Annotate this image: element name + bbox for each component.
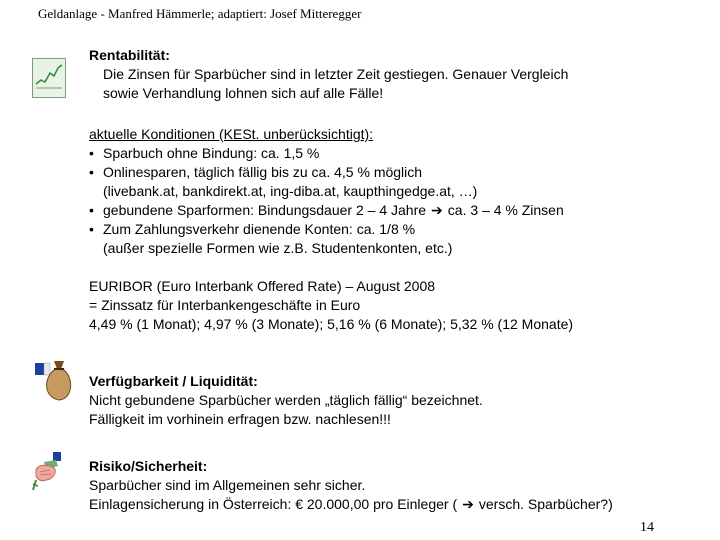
- arrow-right-icon: ➔: [431, 202, 443, 218]
- rentabilitaet-section: [89, 46, 709, 103]
- list-item: • Zum Zahlungsverkehr dienende Konten: ca. 1/8 %: [89, 221, 416, 237]
- rentabilitaet-line2: sowie Verhandlung lohnen sich auf alle Fälle!: [103, 85, 384, 101]
- hand-money-icon: [30, 452, 66, 494]
- rentabilitaet-title: Rentabilität:: [89, 47, 170, 63]
- list-item-continuation: (außer spezielle Formen wie z.B. Studentenkonten, etc.): [103, 240, 453, 256]
- list-item: • gebundene Sparformen: Bindungsdauer 2 – 4 Jahre ➔ ca. 3 – 4 % Zinsen: [89, 202, 564, 218]
- risiko-line2: Einlagensicherung in Österreich: € 20.000,00 pro Einleger ( ➔ versch. Sparbücher?): [89, 496, 613, 512]
- list-item: • Onlinesparen, täglich fällig bis zu ca. 4,5 % möglich: [89, 164, 423, 180]
- euribor-section: [89, 277, 709, 334]
- konditionen-section: [89, 125, 709, 258]
- risiko-line1: Sparbücher sind im Allgemeinen sehr sicher.: [89, 477, 366, 493]
- liquiditaet-section: [89, 372, 709, 429]
- konditionen-title: aktuelle Konditionen (KESt. unberücksichtigt):: [89, 126, 374, 142]
- euribor-line1: EURIBOR (Euro Interbank Offered Rate) – August 2008: [89, 278, 436, 294]
- header: Geldanlage - Manfred Hämmerle; adaptiert: Josef Mitteregger: [38, 6, 362, 21]
- page-number: 14: [640, 520, 654, 535]
- money-bag-icon: [34, 357, 76, 403]
- euribor-line3: 4,49 % (1 Monat); 4,97 % (3 Monate); 5,16 % (6 Monate); 5,32 % (12 Monate): [89, 316, 574, 332]
- rentabilitaet-line1: Die Zinsen für Sparbücher sind in letzter Zeit gestiegen. Genauer Vergleich: [103, 66, 569, 82]
- liquiditaet-title: Verfügbarkeit / Liquidität:: [89, 373, 258, 389]
- liquiditaet-line2: Fälligkeit im vorhinein erfragen bzw. nachlesen!!!: [89, 411, 391, 427]
- list-item-continuation: (livebank.at, bankdirekt.at, ing-diba.at, kaupthingedge.at, …): [103, 183, 478, 199]
- list-item: • Sparbuch ohne Bindung: ca. 1,5 %: [89, 145, 320, 161]
- euribor-line2: = Zinssatz für Interbankengeschäfte in Euro: [89, 297, 361, 313]
- arrow-right-icon: ➔: [462, 496, 474, 512]
- chart-icon: [32, 58, 66, 98]
- liquiditaet-line1: Nicht gebundene Sparbücher werden „täglich fällig“ bezeichnet.: [89, 392, 483, 408]
- risiko-title: Risiko/Sicherheit:: [89, 458, 208, 474]
- risiko-section: [89, 457, 709, 514]
